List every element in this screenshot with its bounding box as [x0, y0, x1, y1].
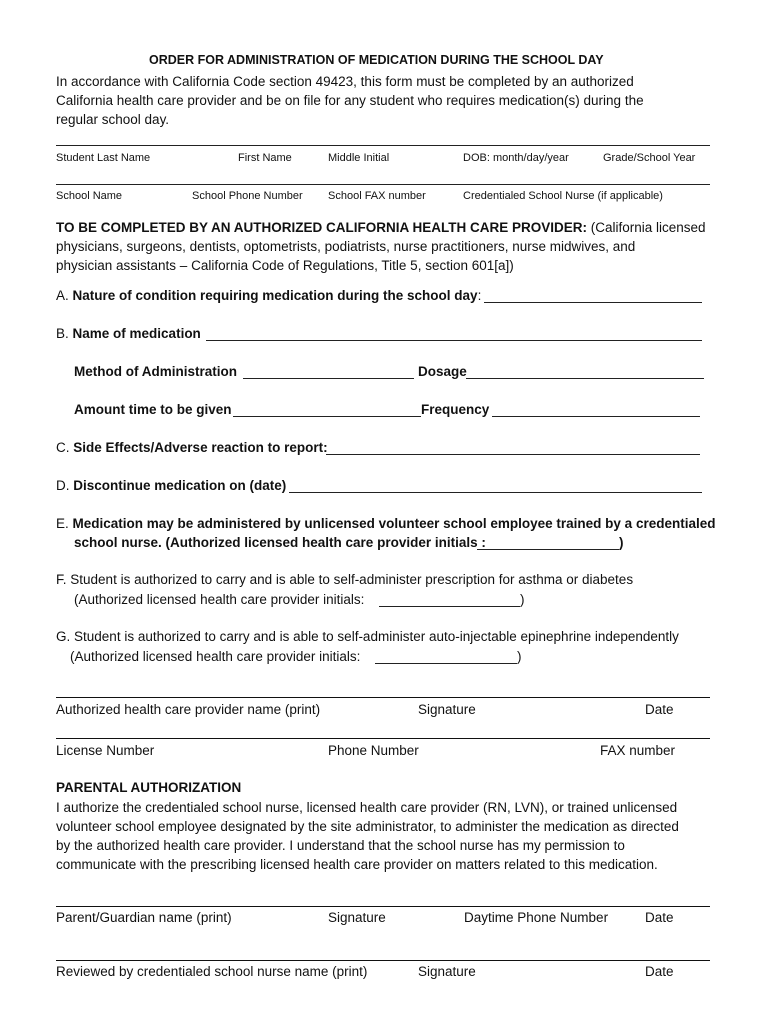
item-e-line-1: Medication may be administered by unlicensed volunteer school employee trained by a credentialed	[72, 516, 716, 531]
school-phone-label: School Phone Number	[192, 190, 303, 202]
item-a-colon: :	[477, 288, 482, 303]
provider-date-label: Date	[645, 702, 674, 717]
parental-line-4: communicate with the prescribing licensed health care provider on matters related to this medication.	[56, 857, 658, 872]
item-d	[56, 478, 286, 493]
parental-line-3: by the authorized health care provider. I understand that the school nurse has my permission to	[56, 838, 625, 853]
guardian-phone-label: Daytime Phone Number	[464, 910, 609, 925]
item-e-line-2: school nurse. (Authorized licensed health care provider initials :	[74, 535, 486, 550]
intro-line-3: regular school day.	[56, 112, 170, 127]
item-f	[56, 572, 633, 587]
intro-line-2: California health care provider and be on file for any student who requires medication(s) during the	[56, 93, 644, 108]
student-row-line	[56, 145, 710, 146]
provider-heading-line	[56, 218, 706, 238]
amount-field[interactable]	[233, 416, 421, 417]
item-b	[56, 326, 201, 341]
item-b-field[interactable]	[206, 340, 702, 341]
item-c	[56, 440, 328, 455]
item-b-letter: B.	[56, 326, 69, 341]
provider-name-label: Authorized health care provider name (print)	[56, 702, 321, 717]
frequency-label: Frequency	[421, 402, 490, 417]
nurse-signature-line[interactable]	[56, 960, 710, 961]
item-b-label: Name of medication	[72, 326, 201, 341]
school-name-label: School Name	[56, 190, 123, 202]
grade-school-year-label: Grade/School Year	[603, 152, 696, 164]
item-e-close: )	[619, 535, 624, 550]
item-d-field[interactable]	[289, 492, 702, 493]
amount-label: Amount time to be given	[74, 402, 232, 417]
item-g-letter: G.	[56, 629, 71, 644]
item-c-letter: C.	[56, 440, 70, 455]
item-e-letter: E.	[56, 516, 69, 531]
dosage-field[interactable]	[466, 378, 704, 379]
item-g-line-1: Student is authorized to carry and is able to self-administer auto-injectable epinephrine independently	[74, 629, 679, 644]
method-field[interactable]	[243, 378, 414, 379]
guardian-name-label: Parent/Guardian name (print)	[56, 910, 232, 925]
item-a-label: Nature of condition requiring medication during the school day	[72, 288, 478, 303]
provider-phone-label: Phone Number	[328, 743, 419, 758]
provider-line-2: physician assistants – California Code of Regulations, Title 5, section 601[a])	[56, 258, 514, 273]
item-f-line-1: Student is authorized to carry and is able to self-administer prescription for asthma or diabetes	[70, 572, 634, 587]
item-f-initials-field[interactable]	[379, 606, 520, 607]
item-c-label: Side Effects/Adverse reaction to report:	[73, 440, 328, 455]
guardian-signature-label: Signature	[328, 910, 386, 925]
school-fax-label: School FAX number	[328, 190, 426, 202]
item-a	[56, 288, 481, 303]
middle-initial-label: Middle Initial	[328, 152, 390, 164]
item-g	[56, 629, 679, 644]
nurse-date-label: Date	[645, 964, 674, 979]
item-a-letter: A.	[56, 288, 69, 303]
method-label: Method of Administration	[74, 364, 237, 379]
item-g-initials-field[interactable]	[375, 663, 517, 664]
item-e	[56, 516, 715, 531]
frequency-field[interactable]	[492, 416, 700, 417]
school-nurse-label: Credentialed School Nurse (if applicable)	[463, 190, 663, 202]
provider-heading: TO BE COMPLETED BY AN AUTHORIZED CALIFORNIA HEALTH CARE PROVIDER:	[56, 220, 588, 235]
license-number-label: License Number	[56, 743, 155, 758]
parental-line-1: I authorize the credentialed school nurse, licensed health care provider (RN, LVN), or trained unlicensed	[56, 800, 678, 815]
form-title: ORDER FOR ADMINISTRATION OF MEDICATION DURING THE SCHOOL DAY	[149, 53, 604, 67]
item-e-initials-field[interactable]	[477, 549, 619, 550]
item-f-letter: F.	[56, 572, 67, 587]
item-d-label: Discontinue medication on (date)	[73, 478, 287, 493]
nurse-name-label: Reviewed by credentialed school nurse name (print)	[56, 964, 368, 979]
provider-signature-label: Signature	[418, 702, 476, 717]
guardian-signature-line[interactable]	[56, 906, 710, 907]
parental-line-2: volunteer school employee designated by the site administrator, to administer the medication as directed	[56, 819, 679, 834]
provider-line-1: physicians, surgeons, dentists, optometrists, podiatrists, nurse practitioners, nurse midwives, and	[56, 239, 636, 254]
provider-fax-label: FAX number	[600, 743, 676, 758]
nurse-signature-label: Signature	[418, 964, 476, 979]
school-row-line	[56, 184, 710, 185]
guardian-date-label: Date	[645, 910, 674, 925]
first-name-label: First Name	[238, 152, 292, 164]
item-g-line-2: (Authorized licensed health care provider initials:	[70, 649, 361, 664]
item-f-line-2: (Authorized licensed health care provider initials:	[74, 592, 365, 607]
provider-signature-line[interactable]	[56, 697, 710, 698]
dob-label: DOB: month/day/year	[463, 152, 569, 164]
item-a-field[interactable]	[484, 302, 702, 303]
item-c-field[interactable]	[326, 454, 700, 455]
parental-heading: PARENTAL AUTHORIZATION	[56, 780, 242, 795]
item-d-letter: D.	[56, 478, 70, 493]
intro-line-1: In accordance with California Code section 49423, this form must be completed by an authorized	[56, 74, 634, 89]
provider-license-line[interactable]	[56, 738, 710, 739]
item-f-close: )	[520, 592, 525, 607]
dosage-label: Dosage	[418, 364, 467, 379]
provider-heading-note: (California licensed	[587, 220, 706, 235]
student-last-name-label: Student Last Name	[56, 152, 151, 164]
item-g-close: )	[517, 649, 522, 664]
